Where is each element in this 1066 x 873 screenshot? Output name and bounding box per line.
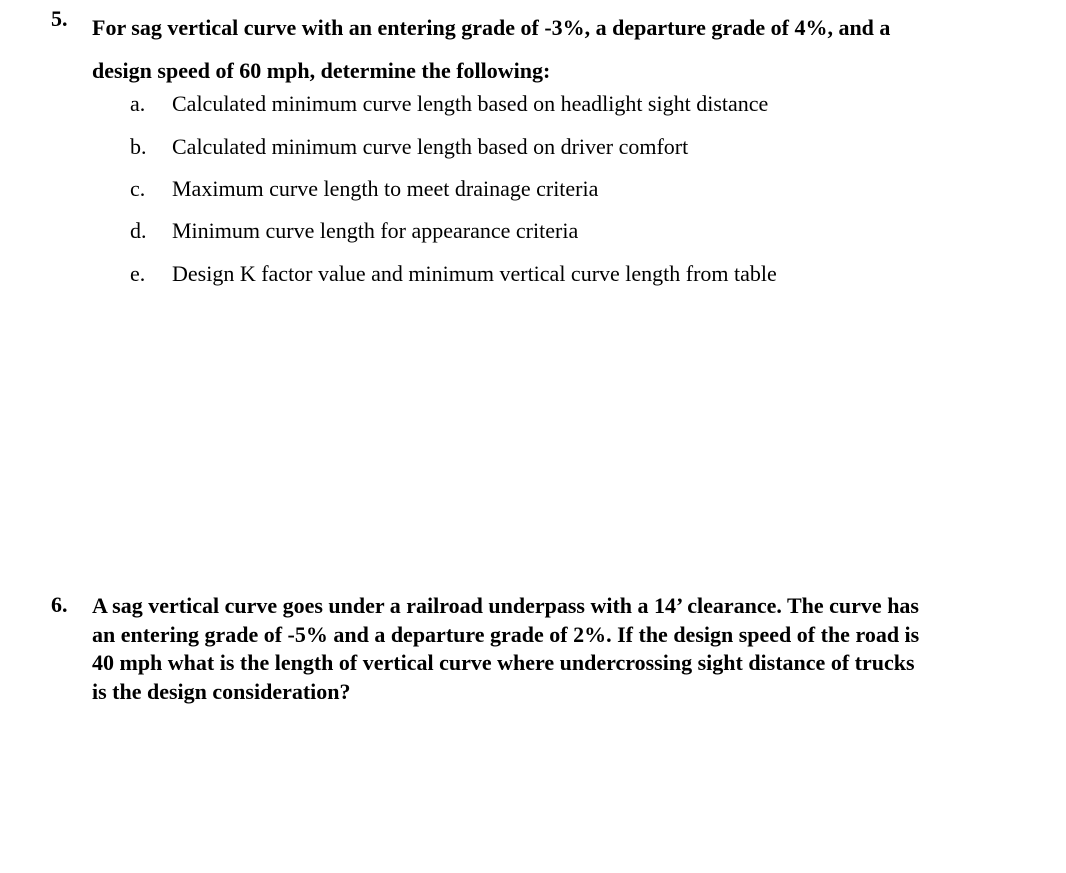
question-6-line-1: A sag vertical curve goes under a railroad underpass with a 14’ clearance. The curve has xyxy=(92,593,919,618)
question-5-item-a xyxy=(130,91,768,117)
question-6-line-3: 40 mph what is the length of vertical curve where undercrossing sight distance of trucks xyxy=(92,650,915,675)
item-letter: e. xyxy=(130,261,146,286)
question-6-prompt xyxy=(92,592,1042,706)
item-text: Design K factor value and minimum vertical curve length from table xyxy=(172,261,777,286)
item-letter: b. xyxy=(130,134,147,159)
question-5-item-b xyxy=(130,134,688,160)
item-text: Calculated minimum curve length based on driver comfort xyxy=(172,134,689,159)
question-6-line-2: an entering grade of -5% and a departure grade of 2%. If the design speed of the road is xyxy=(92,621,920,647)
item-text: Maximum curve length to meet drainage criteria xyxy=(172,176,599,201)
item-text: Minimum curve length for appearance criteria xyxy=(172,218,579,243)
question-5-item-c xyxy=(130,176,598,202)
question-5-line-1: For sag vertical curve with an entering grade of -3%, a departure grade of 4%, and a xyxy=(92,15,891,40)
question-6-line-4: is the design consideration? xyxy=(92,678,351,704)
item-letter: a. xyxy=(130,91,146,116)
item-letter: d. xyxy=(130,218,147,243)
question-6-number: 6. xyxy=(51,592,68,617)
question-5-prompt xyxy=(92,6,1052,92)
question-5-item-d xyxy=(130,218,578,244)
item-letter: c. xyxy=(130,176,146,201)
question-5-number: 5. xyxy=(51,6,68,31)
question-5-line-2: design speed of 60 mph, determine the following: xyxy=(92,58,551,83)
question-5-item-e xyxy=(130,261,777,287)
item-text: Calculated minimum curve length based on headlight sight distance xyxy=(172,91,769,116)
